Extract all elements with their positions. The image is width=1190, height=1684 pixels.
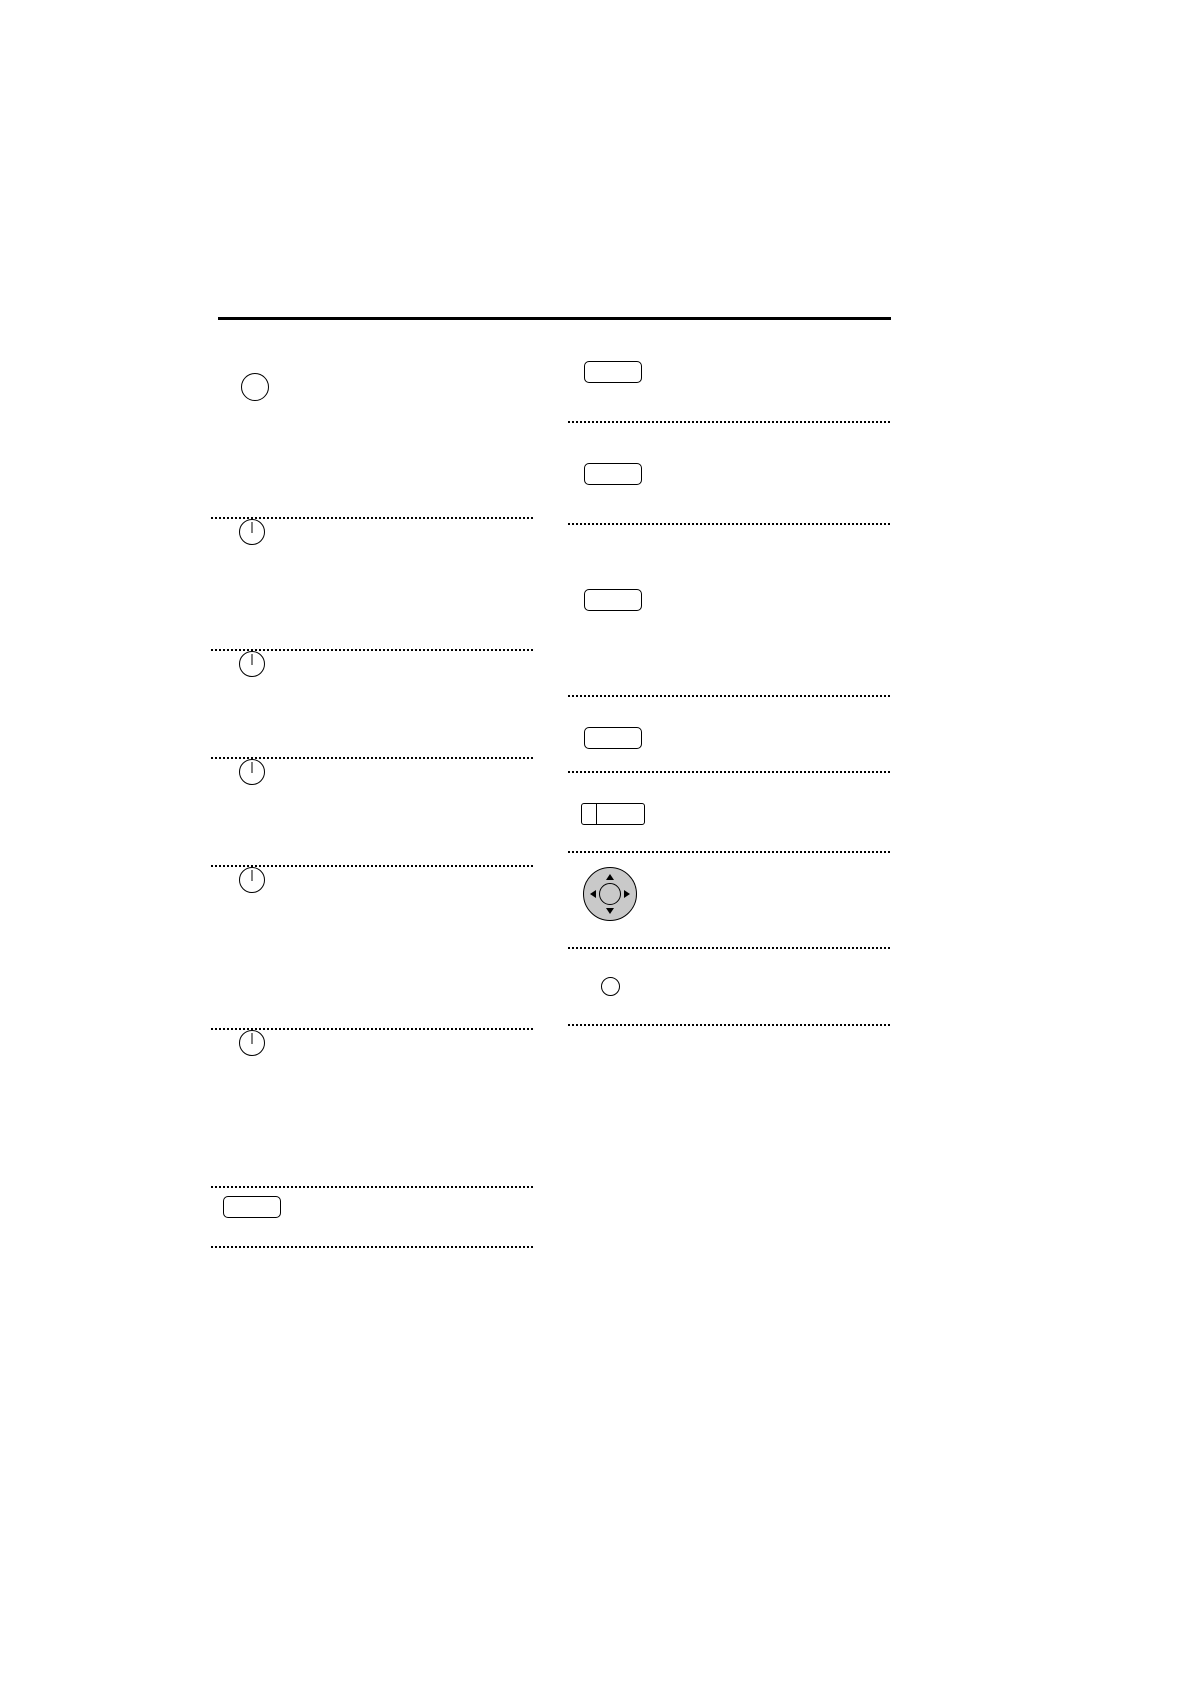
power-button-icon bbox=[239, 759, 265, 785]
dotted-separator bbox=[568, 421, 890, 423]
list-item bbox=[211, 373, 533, 519]
list-item bbox=[211, 867, 533, 1030]
list-item bbox=[211, 759, 533, 867]
dotted-separator bbox=[568, 771, 890, 773]
circle-outline-icon bbox=[241, 373, 269, 401]
circle-outline-small-icon bbox=[601, 977, 620, 996]
list-item bbox=[568, 463, 890, 525]
dotted-separator bbox=[568, 523, 890, 525]
list-item bbox=[568, 803, 890, 853]
list-item bbox=[211, 1030, 533, 1188]
arrow-right-icon bbox=[624, 890, 630, 898]
ok-ring-icon bbox=[599, 883, 621, 905]
list-item bbox=[568, 863, 890, 949]
list-item bbox=[211, 651, 533, 759]
key-button-icon bbox=[584, 463, 642, 485]
power-button-icon bbox=[239, 519, 265, 545]
list-item bbox=[568, 969, 890, 1026]
list-item bbox=[211, 519, 533, 651]
key-button-icon bbox=[584, 361, 642, 383]
split-key-button-icon bbox=[581, 803, 645, 825]
arrow-left-icon bbox=[590, 890, 596, 898]
dotted-separator bbox=[211, 1246, 533, 1248]
dotted-separator bbox=[568, 947, 890, 949]
power-button-icon bbox=[239, 651, 265, 677]
key-button-icon bbox=[223, 1196, 281, 1218]
dotted-separator bbox=[568, 1024, 890, 1026]
arrow-down-icon bbox=[606, 908, 614, 914]
key-button-icon bbox=[584, 589, 642, 611]
list-item bbox=[568, 727, 890, 773]
dotted-separator bbox=[568, 695, 890, 697]
navigation-pad-icon bbox=[583, 867, 637, 921]
power-button-icon bbox=[239, 1030, 265, 1056]
header-rule bbox=[218, 317, 891, 320]
key-button-icon bbox=[584, 727, 642, 749]
dotted-separator bbox=[568, 851, 890, 853]
arrow-up-icon bbox=[606, 874, 614, 880]
list-item bbox=[568, 361, 890, 423]
list-item bbox=[211, 1188, 533, 1248]
list-item bbox=[568, 589, 890, 697]
power-button-icon bbox=[239, 867, 265, 893]
